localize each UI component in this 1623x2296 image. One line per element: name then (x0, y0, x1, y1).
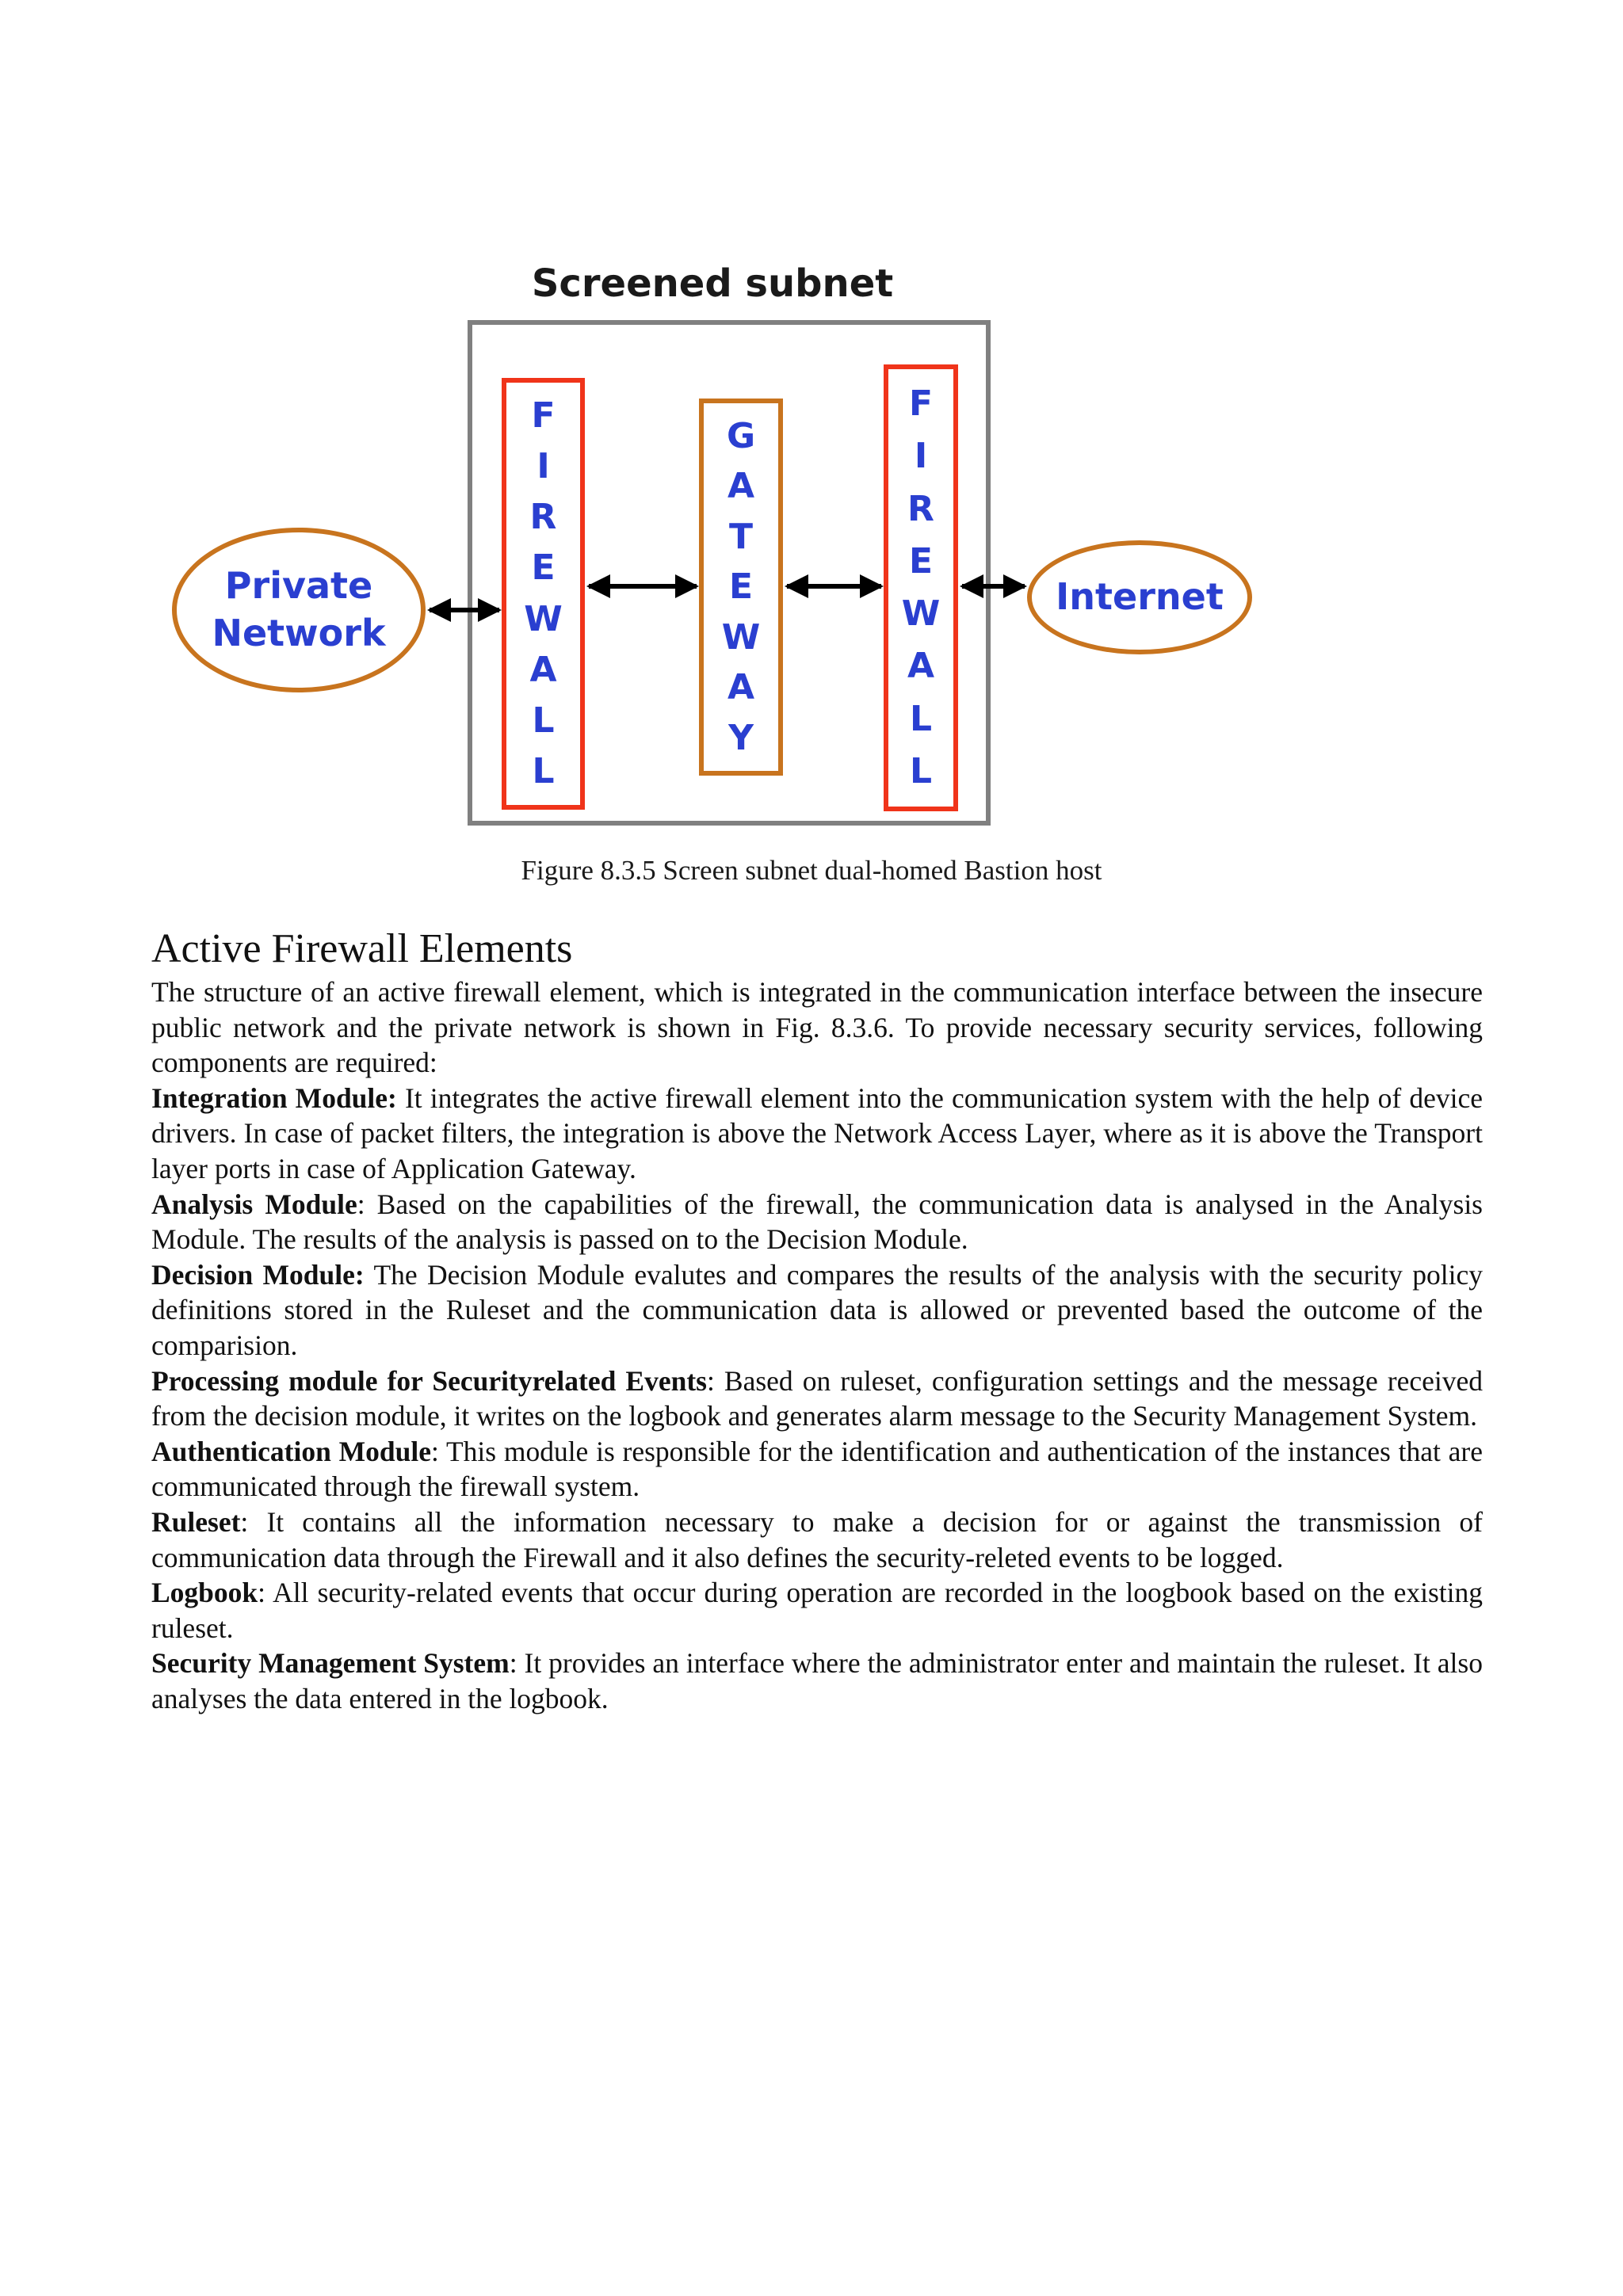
firewall-right-letter: A (907, 646, 935, 687)
private-network-line2: Network (212, 612, 386, 654)
component-term: Authentication Module (151, 1435, 431, 1467)
component-term: Analysis Module (151, 1188, 357, 1220)
component-paragraph (151, 1575, 1483, 1646)
intro-paragraph: The structure of an active firewall element, which is integrated in the communication interface between the insecure public network and the private network is shown in Fig. 8.3.6. To provide necessary security services, following components are required: (151, 976, 1483, 1079)
component-term: Security Management System (151, 1647, 510, 1680)
firewall-right-letter: I (914, 436, 928, 477)
component-term: Integration Module: (151, 1081, 397, 1114)
component-description: : Based on the capabilities of the firewall, the communication data is analysed in the Analysis Module. The results of the analysis is passed on to the Decision Module. (151, 1188, 1483, 1256)
component-paragraph (151, 1646, 1483, 1716)
component-term: Ruleset (151, 1505, 241, 1538)
component-description: : Based on ruleset, configuration settings and the message received from the decision module, it writes on the logbook and generates alarm message to the Security Management System. (151, 1364, 1483, 1432)
private-network-line1: Private (224, 564, 373, 608)
component-paragraph (151, 1187, 1483, 1257)
firewall-left-letter: L (532, 750, 555, 791)
gateway-letter: W (721, 616, 761, 658)
component-description: : It contains all the information necessary to make a decision for or against the transmission of communication data through the Firewall and it also defines the security-releted events to be logged. (151, 1505, 1483, 1573)
figure-caption: Figure 8.3.5 Screen subnet dual-homed Bastion host (521, 855, 1102, 886)
firewall-left-letter: F (531, 395, 556, 437)
firewall-left-letter: L (532, 700, 555, 741)
section-heading: Active Firewall Elements (151, 926, 573, 971)
firewall-left-letter: A (529, 649, 557, 690)
diagram-title: Screened subnet (531, 261, 894, 306)
firewall-left-letter: I (537, 446, 550, 487)
firewall-left-letter: R (529, 497, 557, 538)
firewall-right-letter: F (908, 383, 934, 425)
component-description: It integrates the active firewall element into the communication system with the help of device drivers. In case of packet filters, the integration is above the Network Access Layer, where as it is above the Transport layer ports in case of Application Gateway. (151, 1081, 1483, 1184)
gateway-letter: A (727, 667, 755, 707)
gateway-letter: G (726, 415, 756, 456)
gateway-letter: T (728, 516, 753, 557)
component-term: Processing module for Securityrelated Events (151, 1364, 707, 1397)
firewall-right-letter: E (908, 540, 934, 582)
component-description: : All security-related events that occur during operation are recorded in the loogbook based on the existing ruleset. (151, 1577, 1483, 1644)
gateway-letter: A (727, 466, 755, 506)
gateway-letter: Y (728, 717, 754, 758)
connection-arrows (153, 250, 1272, 851)
firewall-left-letter: W (524, 598, 563, 639)
component-paragraph (151, 1081, 1483, 1187)
component-paragraph (151, 1505, 1483, 1575)
gateway-letter: E (728, 566, 754, 607)
firewall-right-letter: R (907, 488, 934, 529)
firewall-left-letter: E (531, 547, 556, 589)
component-description: : It provides an interface where the administrator enter and maintain the ruleset. It also analyses the data entered in the logbook. (151, 1647, 1483, 1714)
component-term: Logbook (151, 1577, 258, 1609)
firewall-right-letter: W (901, 593, 941, 635)
firewall-right-letter: L (909, 750, 933, 791)
section-body (151, 974, 1483, 1716)
component-paragraph (151, 1257, 1483, 1363)
component-paragraph (151, 1434, 1483, 1505)
component-description: The Decision Module evalutes and compares the results of the analysis with the security policy definitions stored in the Ruleset and the communication data is allowed or prevented based the outcome of the comparision. (151, 1258, 1483, 1361)
screened-subnet-diagram (153, 250, 1272, 851)
component-description: : This module is responsible for the identification and authentication of the instances that are communicated through the firewall system. (151, 1435, 1483, 1503)
firewall-right-letter: L (909, 698, 933, 739)
internet-label: Internet (1056, 575, 1224, 619)
component-term: Decision Module: (151, 1258, 365, 1291)
component-paragraph (151, 1363, 1483, 1434)
